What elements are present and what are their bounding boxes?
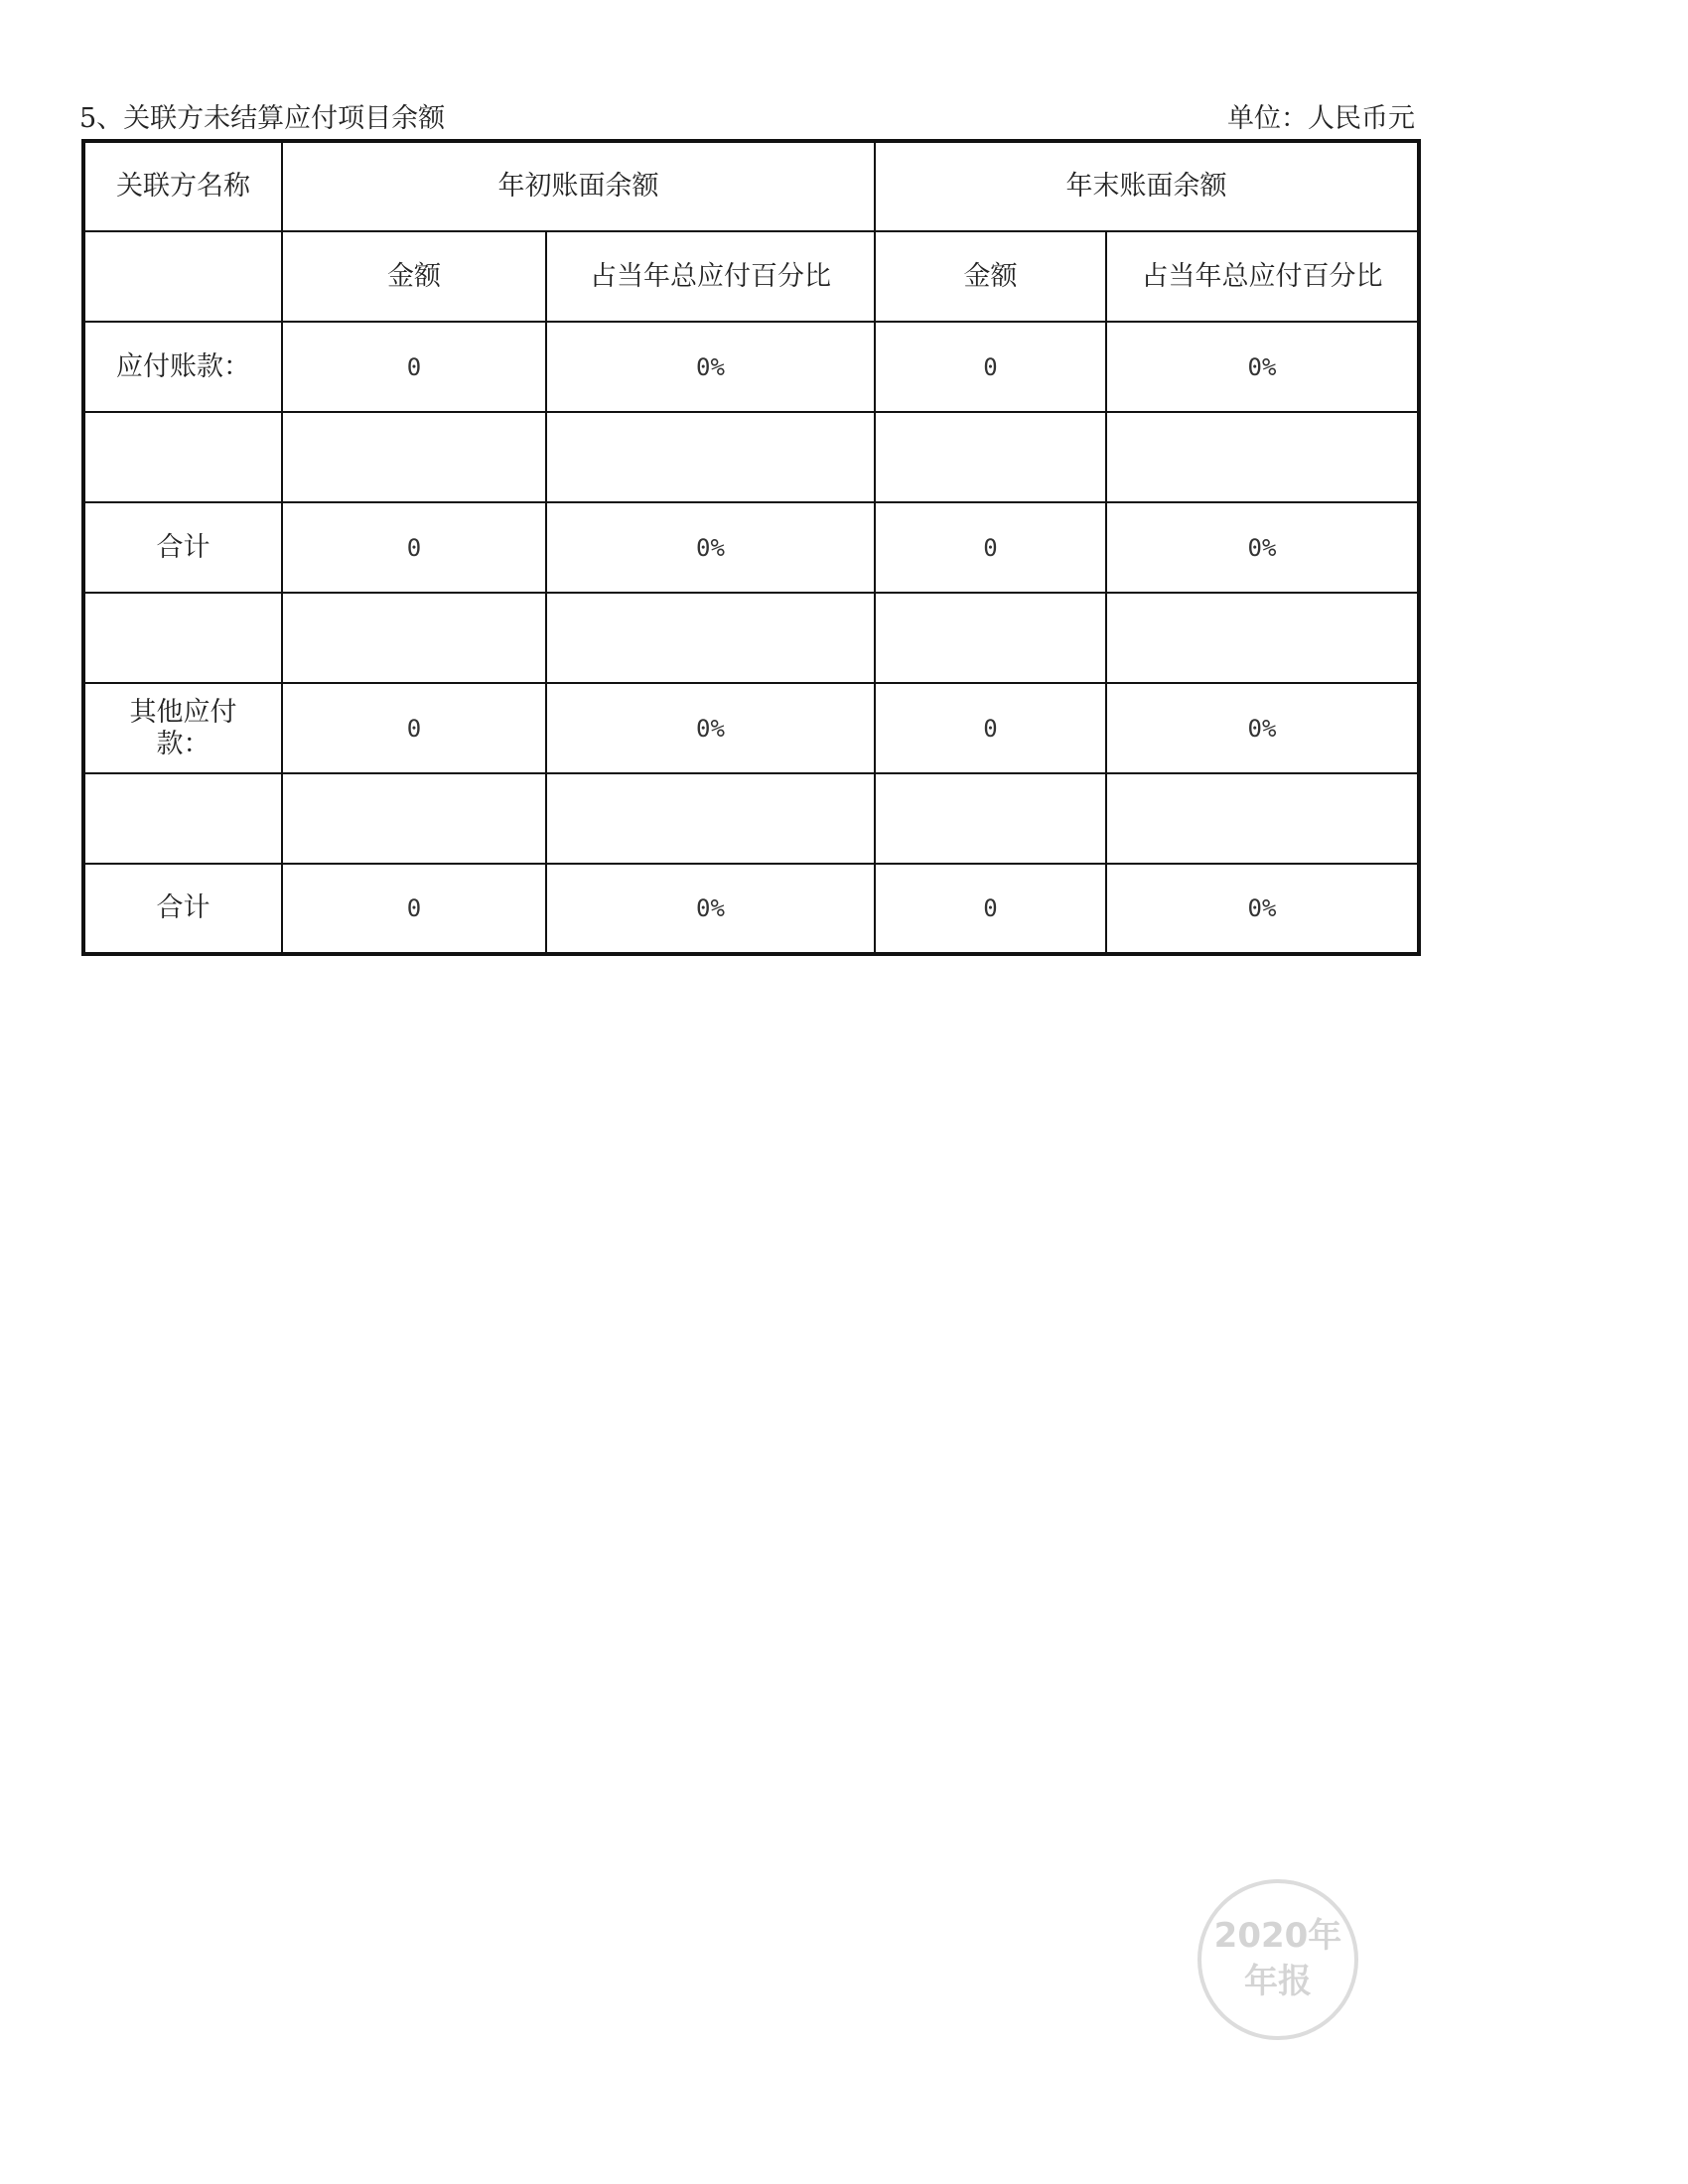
table-row <box>83 773 1419 864</box>
table-row <box>83 412 1419 502</box>
table-row <box>83 683 1419 773</box>
section-title: 5、关联方未结算应付项目余额 <box>79 103 446 134</box>
opening-amount-cell <box>282 593 546 683</box>
subheader-empty-cell <box>83 231 282 322</box>
heading-row <box>79 99 1415 139</box>
opening-amount-cell: 0 <box>282 502 546 593</box>
row-label: 应付账款： <box>83 322 282 412</box>
closing-percent-cell: 0% <box>1106 864 1419 954</box>
closing-amount-cell <box>875 412 1106 502</box>
header-opening-balance: 年初账面余额 <box>282 141 875 231</box>
opening-amount-cell: 0 <box>282 864 546 954</box>
closing-percent-cell <box>1106 593 1419 683</box>
subheader-opening-amount: 金额 <box>282 231 546 322</box>
opening-percent-cell <box>546 593 875 683</box>
row-label: 合计 <box>83 864 282 954</box>
row-label: 其他应付款： <box>83 683 282 773</box>
stamp-year-text: 2020年 <box>1213 1916 1342 1956</box>
unit-label: 单位：人民币元 <box>1227 103 1415 134</box>
header-party-name: 关联方名称 <box>83 141 282 231</box>
table-row <box>83 502 1419 593</box>
closing-percent-cell <box>1106 412 1419 502</box>
closing-amount-cell: 0 <box>875 683 1106 773</box>
opening-percent-cell: 0% <box>546 502 875 593</box>
closing-amount-cell <box>875 593 1106 683</box>
closing-amount-cell: 0 <box>875 864 1106 954</box>
table-header-row <box>83 141 1419 231</box>
table-subheader-row <box>83 231 1419 322</box>
row-label <box>83 593 282 683</box>
opening-amount-cell: 0 <box>282 322 546 412</box>
row-label <box>83 773 282 864</box>
opening-percent-cell <box>546 412 875 502</box>
row-label <box>83 412 282 502</box>
table-row <box>83 864 1419 954</box>
opening-percent-cell: 0% <box>546 322 875 412</box>
opening-percent-cell: 0% <box>546 683 875 773</box>
closing-percent-cell: 0% <box>1106 683 1419 773</box>
opening-amount-cell <box>282 773 546 864</box>
opening-amount-cell <box>282 412 546 502</box>
subheader-opening-percent: 占当年总应付百分比 <box>546 231 875 322</box>
closing-amount-cell <box>875 773 1106 864</box>
subheader-closing-amount: 金额 <box>875 231 1106 322</box>
closing-percent-cell: 0% <box>1106 502 1419 593</box>
table-row <box>83 593 1419 683</box>
annual-report-stamp <box>1197 1879 1358 2040</box>
closing-amount-cell: 0 <box>875 322 1106 412</box>
opening-amount-cell: 0 <box>282 683 546 773</box>
subheader-closing-percent: 占当年总应付百分比 <box>1106 231 1419 322</box>
header-closing-balance: 年末账面余额 <box>875 141 1419 231</box>
stamp-report-text: 年报 <box>1244 1962 1312 2001</box>
closing-percent-cell <box>1106 773 1419 864</box>
row-label: 合计 <box>83 502 282 593</box>
closing-percent-cell: 0% <box>1106 322 1419 412</box>
related-party-payables-table <box>81 139 1421 956</box>
opening-percent-cell: 0% <box>546 864 875 954</box>
table-row <box>83 322 1419 412</box>
opening-percent-cell <box>546 773 875 864</box>
closing-amount-cell: 0 <box>875 502 1106 593</box>
